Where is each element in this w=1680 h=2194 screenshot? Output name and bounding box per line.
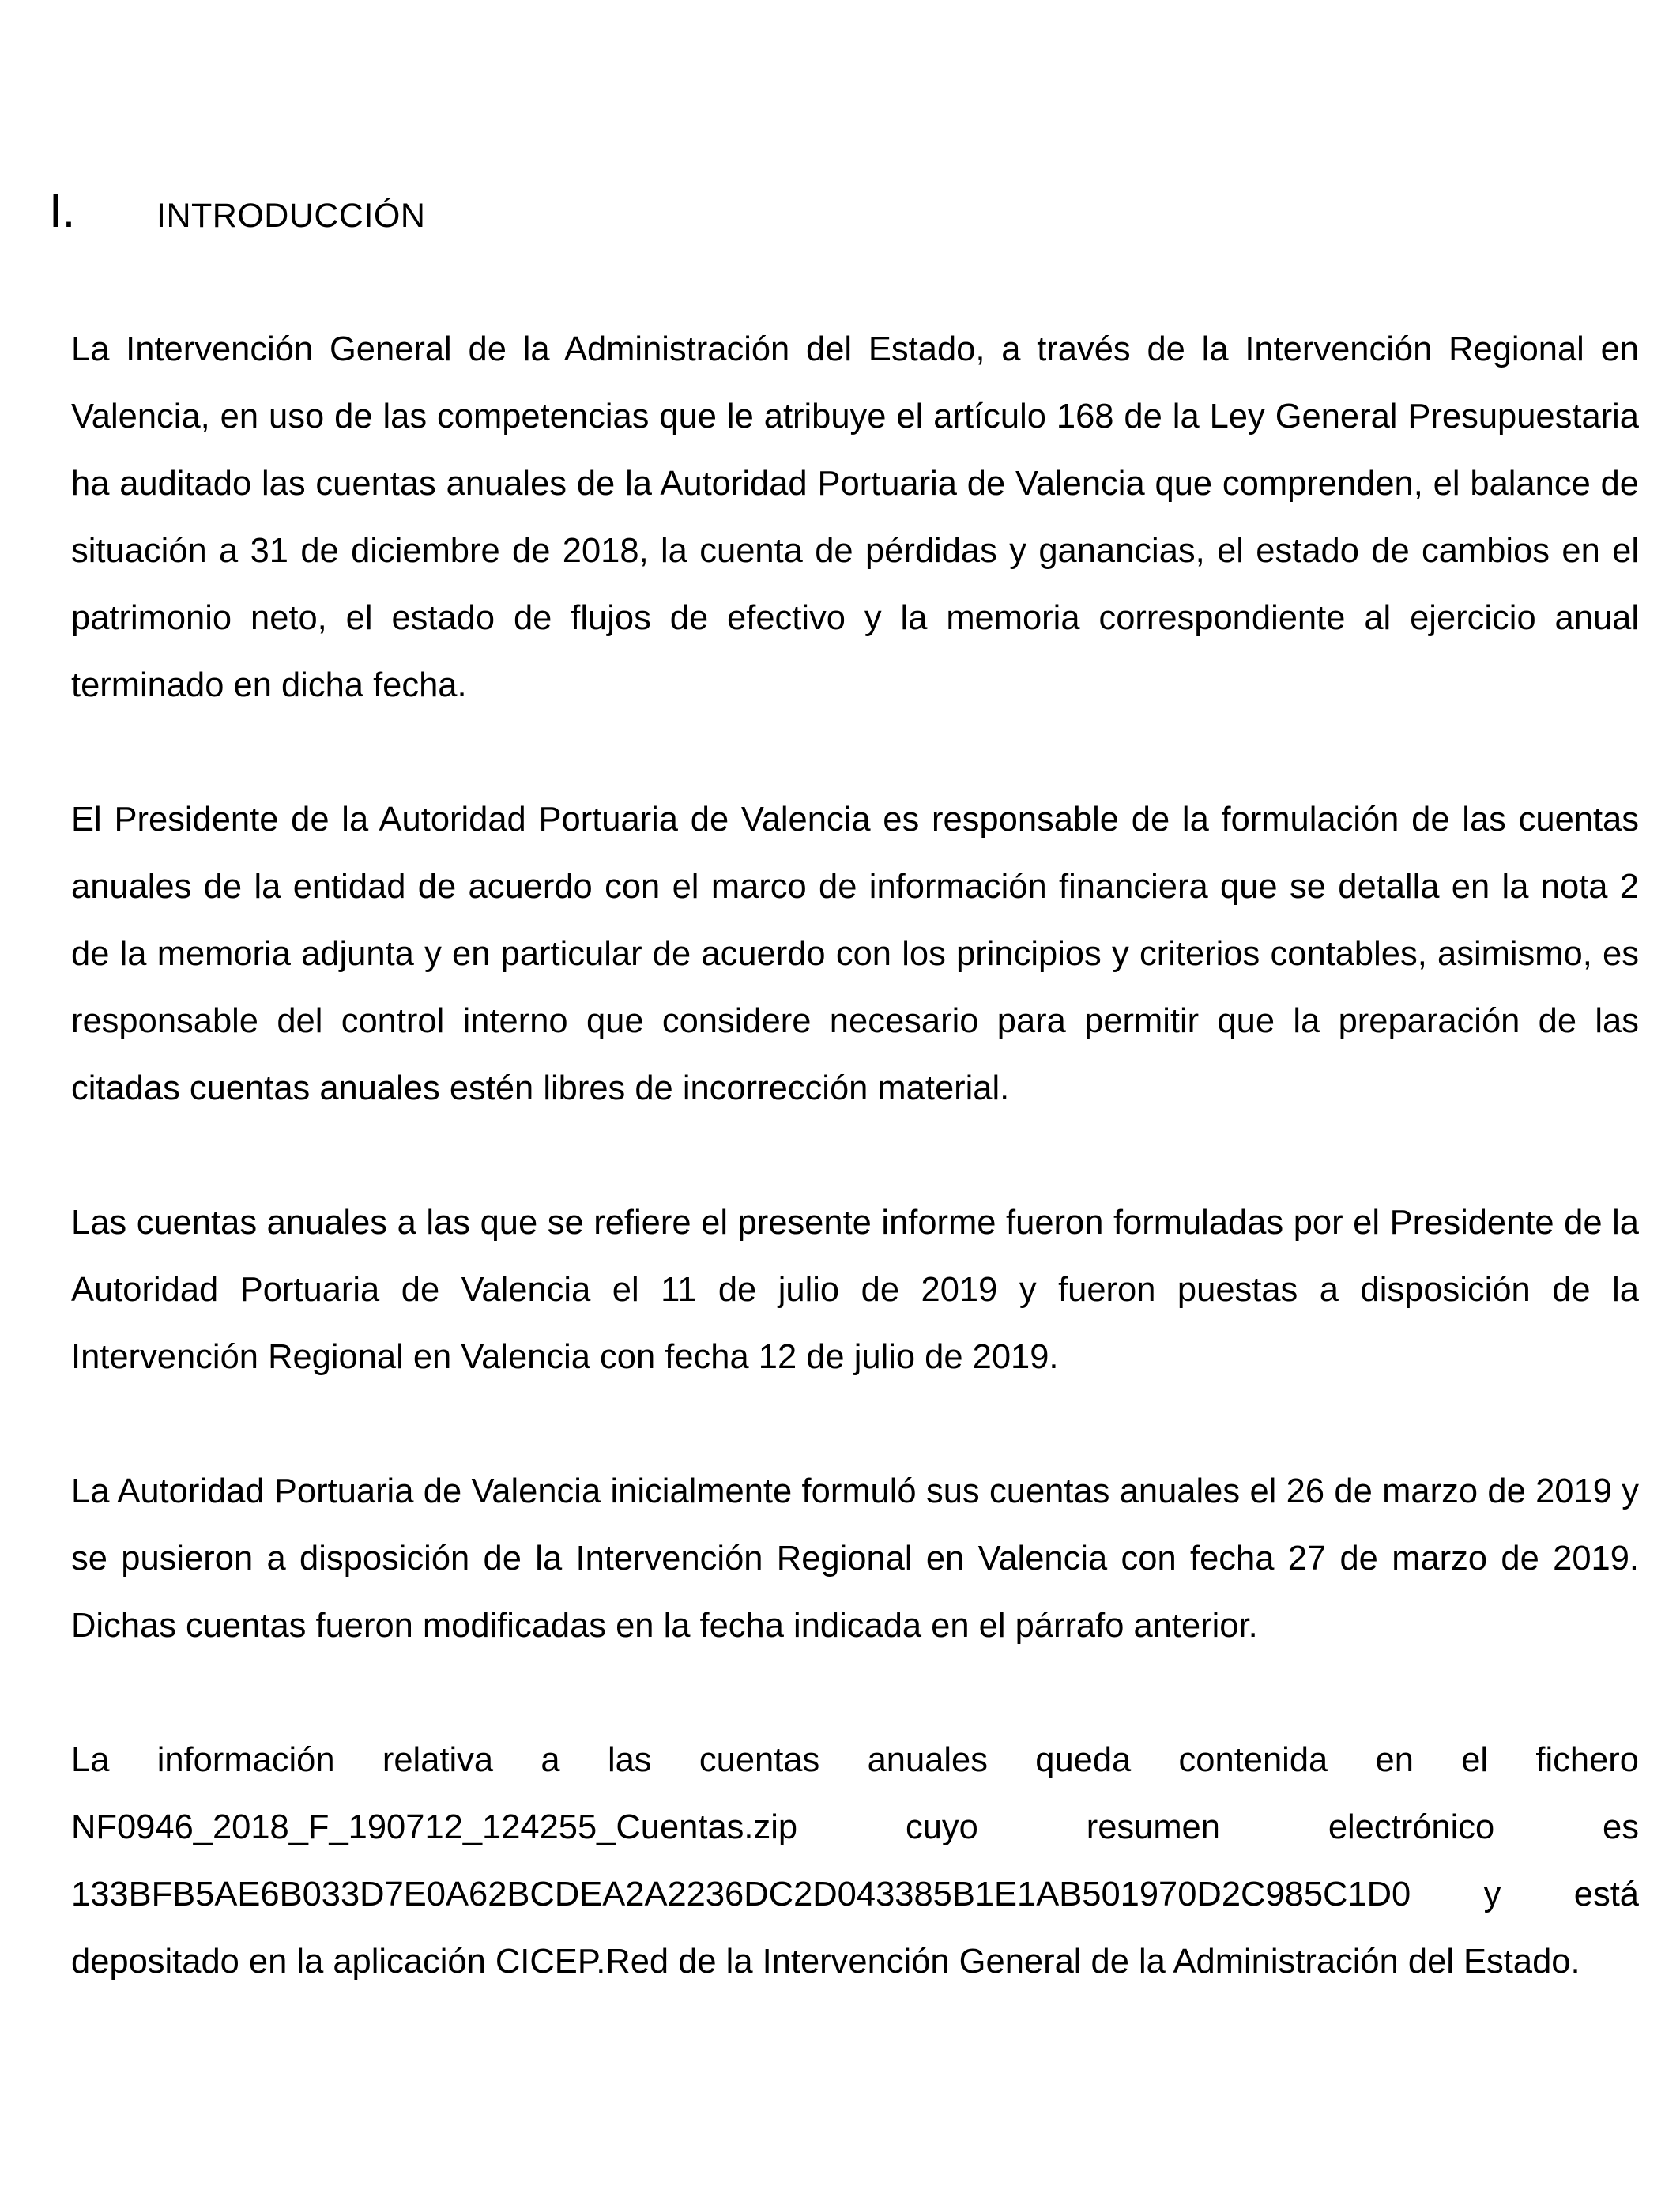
body-text xyxy=(71,316,1639,2063)
paragraph-audit-scope: La Intervención General de la Administración del Estado, a través de la Intervención Regional en Valencia, en uso de las competencias que le atribuye el artículo 168 de la Ley General Presupuestaria ha auditado las cuentas anuales de la Autoridad Portuaria de Valencia que comprenden, el balance de situación a 31 de diciembre de 2018, la cuenta de pérdidas y ganancias, el estado de cambios en el patrimonio neto, el estado de flujos de efectivo y la memoria correspondiente al ejercicio anual terminado en dicha fecha. xyxy=(71,330,1639,704)
section-number: I. xyxy=(49,184,76,237)
paragraph-file-hash: La información relativa a las cuentas anuales queda contenida en el fichero NF0946_2018_F_190712_124255_Cuentas.zip cuyo resumen electrónico es 133BFB5AE6B033D7E0A62BCDEA2A2236DC2D043385B1E1AB501970D2C985C1D0 y está depositado en la aplicación CICEP.Red de la Intervención General de la Administración del Estado. xyxy=(71,1741,1639,1981)
section-title: INTRODUCCIÓN xyxy=(156,197,426,235)
paragraph-initial-formulation: La Autoridad Portuaria de Valencia inicialmente formuló sus cuentas anuales el 26 de marzo de 2019 y se pusieron a disposición de la Intervención Regional en Valencia con fecha 27 de marzo de 2019. Dichas cuentas fueron modificadas en la fecha indicada en el párrafo anterior. xyxy=(71,1472,1639,1645)
paragraph-responsibility: El Presidente de la Autoridad Portuaria de Valencia es responsable de la formulación de las cuentas anuales de la entidad de acuerdo con el marco de información financiera que se detalla en la nota 2 de la memoria adjunta y en particular de acuerdo con los principios y criterios contables, asimismo, es responsable del control interno que considere necesario para permitir que la preparación de las citadas cuentas anuales estén libres de incorrección material. xyxy=(71,801,1639,1107)
section-heading xyxy=(49,183,425,238)
paragraph-formulation-date: Las cuentas anuales a las que se refiere el presente informe fueron formuladas por el Presidente de la Autoridad Portuaria de Valencia el 11 de julio de 2019 y fueron puestas a disposición de la Intervención Regional en Valencia con fecha 12 de julio de 2019. xyxy=(71,1204,1639,1376)
